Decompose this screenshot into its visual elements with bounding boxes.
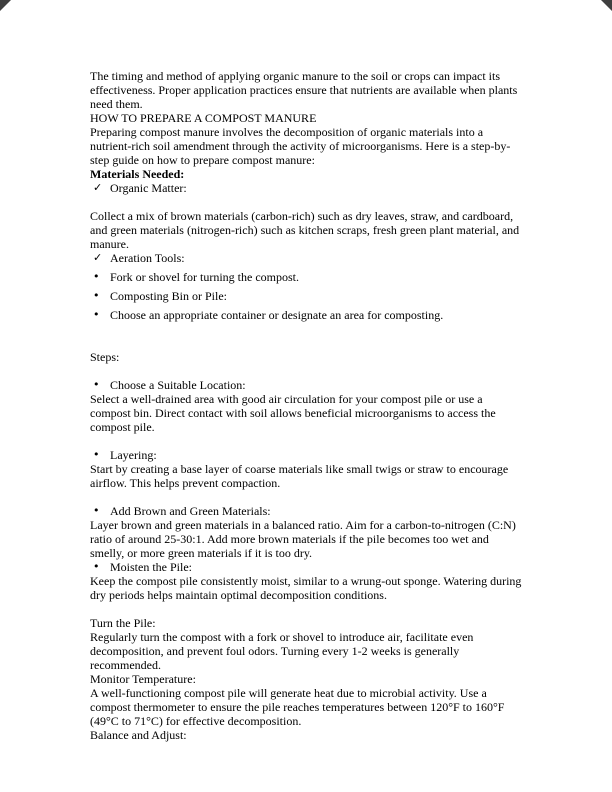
paragraph-moisten: Keep the compost pile consistently moist, similar to a wrung-out sponge. Watering during dry periods helps maintain optimal decomposition conditions. (90, 574, 522, 602)
blank-line (90, 490, 522, 504)
turn-pile-heading: Turn the Pile: (90, 616, 156, 630)
bullet-list-item (93, 289, 522, 303)
section-heading: HOW TO PREPARE A COMPOST MANURE (90, 111, 317, 125)
blank-line (90, 364, 522, 378)
list-item-text: Choose an appropriate container or designate an area for composting. (110, 308, 444, 322)
page-corner-artifact (601, 0, 612, 11)
steps-heading: Steps: (90, 350, 120, 364)
bullet-list-item (93, 270, 522, 284)
bullet-list-item (93, 448, 522, 462)
check-list-item (93, 251, 522, 265)
list-item-text: Moisten the Pile: (110, 560, 192, 574)
blank-line (90, 434, 522, 448)
check-bullet-icon: ✓ (93, 251, 103, 264)
dot-bullet-icon: • (93, 504, 100, 517)
materials-needed-heading: Materials Needed: (90, 167, 185, 181)
bullet-list-item (93, 504, 522, 518)
paragraph-layering: Start by creating a base layer of coarse materials like small twigs or straw to encourage airflow. This helps prevent compaction. (90, 462, 509, 490)
paragraph-turn-pile: Regularly turn the compost with a fork or shovel to introduce air, facilitate even decomposition, and prevent foul odors. Turning every 1-2 weeks is generally recommended. (90, 630, 474, 672)
paragraph-collect-mix: Collect a mix of brown materials (carbon-rich) such as dry leaves, straw, and cardboard, and green materials (nitrogen-rich) such as kitchen scraps, fresh green plant material, and manure. (90, 209, 520, 251)
list-item-text: Fork or shovel for turning the compost. (110, 270, 299, 284)
blank-line (90, 336, 522, 350)
blank-line (90, 322, 522, 336)
paragraph-overview: Preparing compost manure involves the decomposition of organic materials into a nutrient-rich soil amendment through the activity of microorganisms. Here is a step-by-step guide on how to prepare compost manure: (90, 125, 511, 167)
dot-bullet-icon: • (93, 560, 100, 573)
list-item-text: Layering: (110, 448, 157, 462)
bullet-list-item (93, 378, 522, 392)
paragraph-monitor-temperature: A well-functioning compost pile will generate heat due to microbial activity. Use a compost thermometer to ensure the pile reaches temperatures between 120°F to 160°F (49°C to 71°C) for effective decomposition. (90, 686, 505, 728)
paragraph-intro: The timing and method of applying organic manure to the soil or crops can impact its effectiveness. Proper application practices ensure that nutrients are available when plants need them. (90, 69, 518, 111)
paragraph-brown-green: Layer brown and green materials in a balanced ratio. Aim for a carbon-to-nitrogen (C:N) ratio of around 25-30:1. Add more brown materials if the pile becomes too wet and smelly, or more green materials if it is too dry. (90, 518, 516, 560)
bullet-list-item (93, 560, 522, 574)
dot-bullet-icon: • (93, 270, 100, 283)
balance-adjust-heading: Balance and Adjust: (90, 728, 187, 742)
check-bullet-icon: ✓ (93, 181, 103, 194)
blank-line (90, 602, 522, 616)
page-corner-artifact (0, 0, 11, 11)
list-item-text: Composting Bin or Pile: (110, 289, 228, 303)
bullet-list-item (93, 308, 522, 322)
dot-bullet-icon: • (93, 289, 100, 302)
list-item-text: Choose a Suitable Location: (110, 378, 246, 392)
dot-bullet-icon: • (93, 378, 100, 391)
paragraph-location: Select a well-drained area with good air circulation for your compost pile or use a compost bin. Direct contact with soil allows beneficial microorganisms to access the compost pile. (90, 392, 496, 434)
blank-line (90, 195, 522, 209)
list-item-text: Add Brown and Green Materials: (110, 504, 271, 518)
list-item-text: Aeration Tools: (110, 251, 185, 265)
list-item-text: Organic Matter: (110, 181, 187, 195)
monitor-temperature-heading: Monitor Temperature: (90, 672, 196, 686)
check-list-item (93, 181, 522, 195)
dot-bullet-icon: • (93, 448, 100, 461)
dot-bullet-icon: • (93, 308, 100, 321)
